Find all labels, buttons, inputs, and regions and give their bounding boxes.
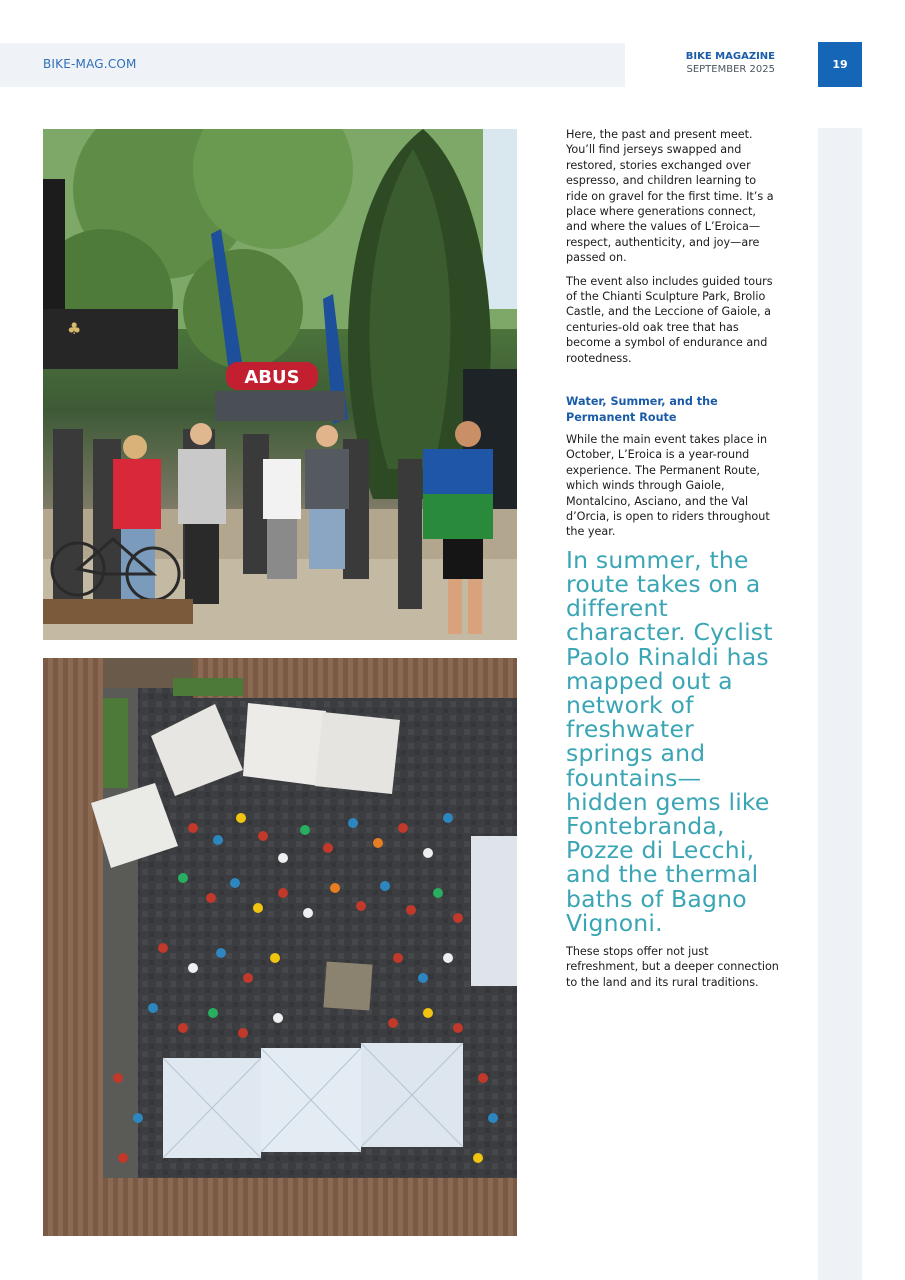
article-paragraph-1: Here, the past and present meet. You’ll find jerseys swapped and restored, stories exchanged over espresso, and children learning to ride on gravel for the first time. It’s a place where generations connect, and where the values of L’Eroica—respect, authenticity, and joy—are passed on. — [566, 128, 774, 265]
side-strip — [818, 128, 862, 1280]
aerial-piazza-illustration — [43, 658, 517, 1236]
article-subheading: Water, Summer, and the Permanent Route — [566, 395, 718, 424]
site-url[interactable]: BIKE-MAG.COM — [43, 57, 137, 71]
article-column — [566, 127, 780, 998]
svg-text:♣: ♣ — [67, 319, 82, 338]
article-paragraph-2: The event also includes guided tours of the Chianti Sculpture Park, Brolio Castle, and the Leccione of Gaiole, a centuries-old oak tree that has become a symbol of endurance and rootedness. — [566, 274, 773, 365]
abus-sign-text: ABUS — [244, 367, 300, 388]
aerial-piazza-photo — [43, 658, 517, 1236]
festival-crowd-photo — [43, 129, 517, 640]
festival-crowd-illustration — [43, 129, 517, 640]
pull-quote: In summer, the route takes on a different character. Cyclist Paolo Rinaldi has mapped out a network of freshwater springs and fountains—hidden gems like Fontebranda, Pozze di Lecchi, and the thermal baths of Bagno Vignoni. — [566, 545, 773, 937]
magazine-masthead — [686, 50, 775, 76]
issue-date: SEPTEMBER 2025 — [686, 64, 775, 75]
article-paragraph-4: These stops offer not just refreshment, but a deeper connection to the land and its rural traditions. — [566, 945, 779, 989]
page-number: 19 — [818, 42, 862, 87]
article-paragraph-3: While the main event takes place in October, L’Eroica is a year-round experience. The Permanent Route, which winds through Gaiole, Montalcino, Asciano, and the Val d’Orcia, is open to riders throughout the year. — [566, 432, 770, 539]
magazine-name: BIKE MAGAZINE — [685, 51, 775, 62]
